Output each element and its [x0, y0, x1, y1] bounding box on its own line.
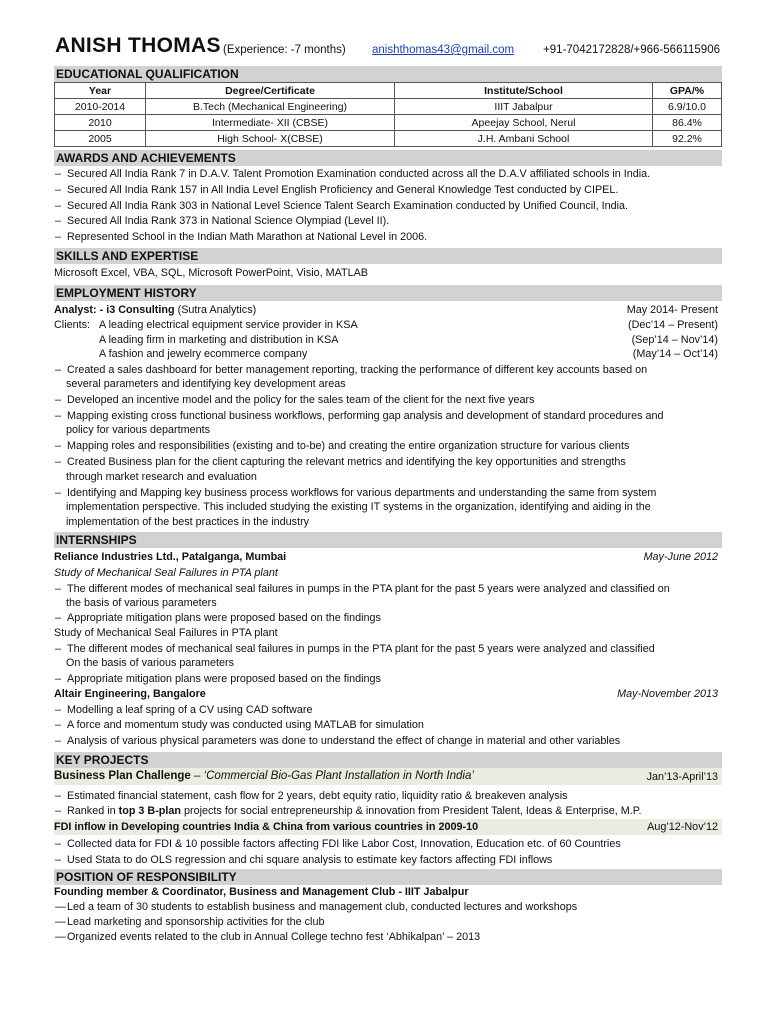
table-cell: B.Tech (Mechanical Engineering)	[146, 99, 395, 115]
internship-study: Study of Mechanical Seal Failures in PTA plant	[54, 567, 278, 579]
award-item: – Secured All India Rank 7 in D.A.V. Talent Promotion Examination conducted across all the D.A.V affiliated schools in India.	[55, 168, 651, 180]
internship-bullet: – Appropriate mitigation plans were proposed based on the findings	[55, 612, 381, 624]
internship-bullet: – A force and momentum study was conducted using MATLAB for simulation	[55, 719, 424, 731]
client-period: (Dec’14 – Present)	[627, 319, 718, 331]
job-bullet: – Mapping roles and responsibilities (existing and to-be) and creating the entire organization structure for various clients	[55, 440, 630, 452]
responsibility-bullet: —Lead marketing and sponsorship activities for the club	[55, 916, 325, 928]
project-bullet: – Ranked in top 3 B-plan projects for social entrepreneurship & innovation from President Talent, Ideas & Enterprise, M.P.	[55, 805, 642, 817]
section-heading-projects: KEY PROJECTS	[54, 752, 722, 768]
project-bullet: – Used Stata to do OLS regression and chi square analysis to estimate key factors affecting FDI inflows	[55, 854, 553, 866]
project-title: FDI inflow in Developing countries India & China from various countries in 2009-10	[54, 821, 479, 833]
table-cell: High School- X(CBSE)	[146, 131, 395, 147]
candidate-name: ANISH THOMAS	[55, 34, 221, 57]
job-bullet: – Mapping existing cross functional business workflows, performing gap analysis and development of standard procedures and	[55, 410, 664, 422]
responsibility-title: Founding member & Coordinator, Business and Management Club - IIIT Jabalpur	[54, 886, 469, 898]
phone-numbers: +91-7042172828/+966-566115906	[543, 44, 720, 56]
internship-bullet-continued: On the basis of various parameters	[66, 657, 235, 669]
award-item: – Represented School in the Indian Math Marathon at National Level in 2006.	[55, 231, 428, 243]
section-heading-education: EDUCATIONAL QUALIFICATION	[54, 66, 722, 82]
internship-bullet: – Modelling a leaf spring of a CV using CAD software	[55, 704, 313, 716]
section-heading-responsibility: POSITION OF RESPONSIBILITY	[54, 869, 722, 885]
internship-period: May-November 2013	[617, 688, 718, 700]
resume-header	[55, 34, 720, 64]
client-period: (May’14 – Oct’14)	[632, 348, 718, 360]
job-bullet-continued: several parameters and identifying key development areas	[66, 378, 346, 390]
internship-bullet: – The different modes of mechanical seal failures in pumps in the PTA plant for the past 5 years were analyzed and classified on	[55, 583, 670, 595]
responsibility-bullet: —Led a team of 30 students to establish business and management club, conducted lectures and workshops	[55, 901, 578, 913]
internship-study: Study of Mechanical Seal Failures in PTA plant	[54, 627, 278, 639]
internship-company: Reliance Industries Ltd., Patalganga, Mumbai	[54, 551, 287, 563]
table-header-row	[55, 83, 722, 99]
table-row	[55, 99, 722, 115]
job-bullet-continued: through market research and evaluation	[66, 471, 257, 483]
column-header: Year	[55, 83, 146, 99]
education-table	[54, 82, 722, 147]
internship-company: Altair Engineering, Bangalore	[54, 688, 206, 700]
section-heading-internships: INTERNSHIPS	[54, 532, 722, 548]
column-header: GPA/%	[653, 83, 722, 99]
table-cell: J.H. Ambani School	[395, 131, 653, 147]
experience-note: (Experience: -7 months)	[223, 44, 346, 56]
responsibility-bullet: —Organized events related to the club in Annual College techno fest ‘Abhikalpan’ – 2013	[55, 931, 481, 943]
project-period: Jan’13-April’13	[646, 771, 718, 783]
column-header: Institute/School	[395, 83, 653, 99]
job-bullet: – Identifying and Mapping key business process workflows for various departments and understanding the same from system	[55, 487, 657, 499]
internship-bullet: – The different modes of mechanical seal failures in pumps in the PTA plant for the past 5 years were analyzed and classified	[55, 643, 655, 655]
job-bullet-continued: policy for various departments	[66, 424, 211, 436]
job-bullet: – Created Business plan for the client capturing the relevant metrics and identifying the key opportunities and strengths	[55, 456, 626, 468]
internship-bullet: – Appropriate mitigation plans were proposed based on the findings	[55, 673, 381, 685]
section-heading-skills: SKILLS AND EXPERTISE	[54, 248, 722, 264]
table-cell: Apeejay School, Nerul	[395, 115, 653, 131]
section-heading-employment: EMPLOYMENT HISTORY	[54, 285, 722, 301]
table-cell: Intermediate- XII (CBSE)	[146, 115, 395, 131]
table-row	[55, 131, 722, 147]
table-cell: IIIT Jabalpur	[395, 99, 653, 115]
job-period: May 2014- Present	[626, 304, 718, 316]
table-cell: 92.2%	[653, 131, 722, 147]
job-bullet-continued: implementation perspective. This included studying the existing IT systems in the organization, identifying and aiding in the	[66, 501, 651, 513]
client-line: Clients: A leading electrical equipment service provider in KSA	[54, 319, 358, 331]
client-line: A fashion and jewelry ecommerce company	[99, 348, 308, 360]
job-bullet: – Developed an incentive model and the policy for the sales team of the client for the next five years	[55, 394, 535, 406]
email-link[interactable]: anishthomas43@gmail.com	[372, 44, 515, 56]
internship-bullet-continued: the basis of various parameters	[66, 597, 217, 609]
award-item: – Secured All India Rank 303 in National Level Science Talent Search Examination conducted by Unified Council, India.	[55, 200, 628, 212]
table-row	[55, 115, 722, 131]
project-title: Business Plan Challenge – ‘Commercial Bio-Gas Plant Installation in North India’	[54, 770, 474, 782]
project-bullet: – Collected data for FDI & 10 possible factors affecting FDI like Labor Cost, Innovation, Education etc. of 60 Countries	[55, 838, 621, 850]
table-cell: 2010	[55, 115, 146, 131]
job-bullet-continued: implementation of the best practices in the industry	[66, 516, 310, 528]
project-bullet: – Estimated financial statement, cash flow for 2 years, debt equity ratio, liquidity ratio & breakeven analysis	[55, 790, 568, 802]
section-heading-awards: AWARDS AND ACHIEVEMENTS	[54, 150, 722, 166]
award-item: – Secured All India Rank 373 in National Science Olympiad (Level II).	[55, 215, 390, 227]
client-period: (Sep’14 – Nov’14)	[631, 334, 718, 346]
job-bullet: – Created a sales dashboard for better management reporting, tracking the performance of different key accounts based on	[55, 364, 648, 376]
column-header: Degree/Certificate	[146, 83, 395, 99]
internship-period: May-June 2012	[643, 551, 718, 563]
table-cell: 86.4%	[653, 115, 722, 131]
job-title-line: Analyst: - i3 Consulting (Sutra Analytics)	[54, 304, 257, 316]
skills-list: Microsoft Excel, VBA, SQL, Microsoft PowerPoint, Visio, MATLAB	[54, 267, 369, 279]
award-item: – Secured All India Rank 157 in All India Level English Proficiency and General Knowledge Test conducted by CIPEL.	[55, 184, 619, 196]
project-period: Aug’12-Nov’12	[647, 821, 718, 833]
table-cell: 2005	[55, 131, 146, 147]
table-cell: 2010-2014	[55, 99, 146, 115]
table-cell: 6.9/10.0	[653, 99, 722, 115]
client-line: A leading firm in marketing and distribution in KSA	[99, 334, 339, 346]
internship-bullet: – Analysis of various physical parameters was done to understand the effect of change in material and other variables	[55, 735, 621, 747]
